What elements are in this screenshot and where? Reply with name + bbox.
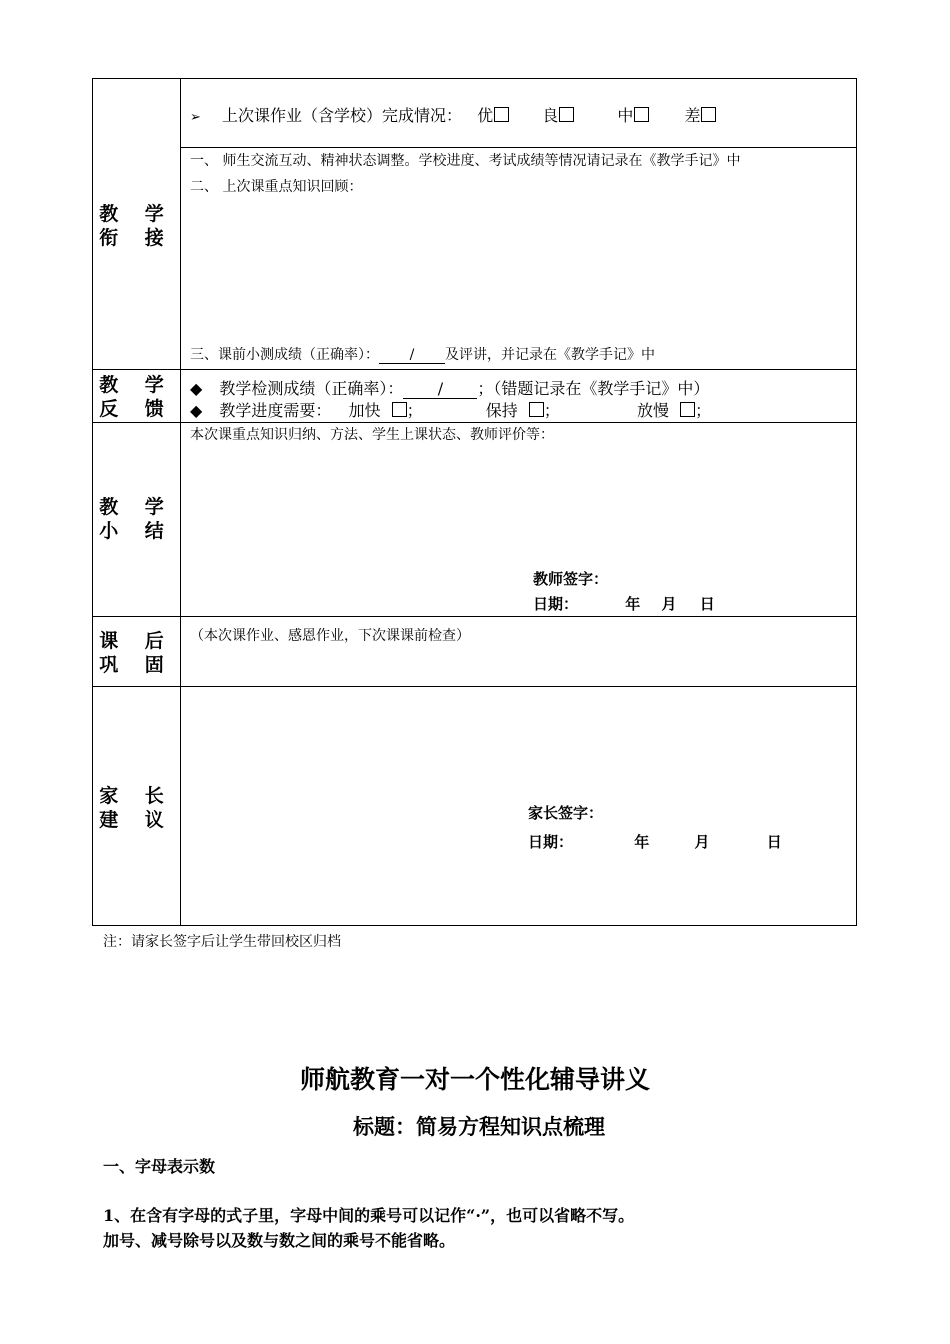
- grade-poor-checkbox[interactable]: [701, 107, 716, 122]
- date-year: 年: [634, 833, 650, 851]
- row-label-text: 教 学 反 馈: [99, 374, 174, 420]
- grade-medium-label: 中: [617, 106, 634, 125]
- homework-status-line: [190, 103, 716, 126]
- row-label-consolidate: [93, 629, 180, 677]
- row-label-link: [93, 202, 180, 250]
- pace-keep-label: 保持: [485, 401, 518, 420]
- teacher-signature-label: 教师签字：: [533, 570, 609, 588]
- quiz-score-field[interactable]: /: [379, 347, 445, 364]
- date-day: 日: [766, 833, 782, 851]
- pace-slow-down-label: 放慢: [636, 401, 669, 420]
- point-1-line-2: 加号、减号除号以及数与数之间的乘号不能省略。: [103, 1231, 456, 1250]
- table-border-right: [856, 78, 857, 926]
- grade-medium-checkbox[interactable]: [634, 107, 649, 122]
- pace-speed-up-checkbox[interactable]: [392, 402, 407, 417]
- date-day: 日: [699, 595, 715, 613]
- handout-title: 师航教育一对一个性化辅导讲义: [299, 1065, 650, 1094]
- row-label-text: 教 学 小 结: [99, 496, 174, 542]
- summary-prompt: 本次课重点知识归纳、方法、学生上课状态、教师评价等：: [190, 427, 554, 443]
- table-border-top: [92, 78, 857, 79]
- date-year: 年: [625, 595, 641, 613]
- consolidate-text: （本次课作业、感恩作业，下次课课前检查）: [190, 628, 470, 644]
- pace-label: 教学进度需要：: [219, 401, 332, 420]
- section-heading: 一、字母表示数: [103, 1157, 216, 1176]
- pace-separator: ；: [543, 401, 560, 420]
- link-item-3: [190, 344, 655, 364]
- teacher-date-line: [533, 593, 715, 614]
- row-label-text: 课 后 巩 固: [99, 630, 174, 676]
- feedback-pace-line: [190, 398, 711, 421]
- date-label: 日期：: [533, 595, 579, 613]
- quiz-score-suffix: 及评讲，并记录在《教学手记》中: [445, 347, 655, 363]
- point-1-line-1: 1、在含有字母的式子里，字母中间的乘号可以记作“·”，也可以省略不写。: [103, 1206, 635, 1225]
- handout-subtitle: 标题：简易方程知识点梳理: [353, 1114, 605, 1139]
- homework-status-label: 上次课作业（含学校）完成情况：: [222, 106, 463, 125]
- grade-good-checkbox[interactable]: [559, 107, 574, 122]
- pace-separator: ；: [406, 401, 423, 420]
- diamond-bullet-icon: ◆: [190, 401, 203, 420]
- link-item-1: 一、 师生交流互动、精神状态调整。学校进度、考试成绩等情况请记录在《教学手记》中: [190, 153, 741, 169]
- feedback-score-suffix: ；（错题记录在《教学手记》中）: [477, 379, 710, 398]
- table-inner-divider: [180, 147, 857, 148]
- quiz-score-label: 三、课前小测成绩（正确率）：: [190, 347, 379, 363]
- parent-signature-label: 家长签字：: [528, 804, 604, 822]
- feedback-score-line: [190, 376, 709, 399]
- parent-date-line: [528, 831, 782, 852]
- date-label: 日期：: [528, 833, 574, 851]
- pace-slow-down-checkbox[interactable]: [680, 402, 695, 417]
- pace-keep-checkbox[interactable]: [529, 402, 544, 417]
- date-month: 月: [661, 595, 677, 613]
- row-label-summary: [93, 495, 180, 543]
- table-row-divider: [92, 422, 857, 423]
- table-row-divider: [92, 616, 857, 617]
- table-border-bottom: [92, 925, 857, 926]
- table-row-divider: [92, 369, 857, 370]
- grade-good-label: 良: [542, 106, 559, 125]
- pace-separator: ；: [695, 401, 712, 420]
- table-column-divider: [180, 78, 181, 926]
- grade-excellent-checkbox[interactable]: [494, 107, 509, 122]
- diamond-bullet-icon: ◆: [190, 379, 203, 398]
- pace-speed-up-label: 加快: [348, 401, 381, 420]
- form-note: 注：请家长签字后让学生带回校区归档: [103, 934, 341, 950]
- grade-excellent-label: 优: [477, 106, 494, 125]
- table-row-divider: [92, 686, 857, 687]
- arrow-bullet-icon: ➢: [190, 110, 201, 125]
- grade-poor-label: 差: [684, 106, 701, 125]
- row-label-text: 家 长 建 议: [99, 785, 174, 831]
- feedback-score-field[interactable]: /: [403, 379, 477, 399]
- link-item-2: 二、 上次课重点知识回顾：: [190, 179, 363, 195]
- row-label-parent: [93, 784, 180, 832]
- feedback-score-label: 教学检测成绩（正确率）：: [219, 379, 404, 398]
- date-month: 月: [694, 833, 710, 851]
- row-label-text: 教 学 衔 接: [99, 203, 174, 249]
- row-label-feedback: [93, 373, 180, 421]
